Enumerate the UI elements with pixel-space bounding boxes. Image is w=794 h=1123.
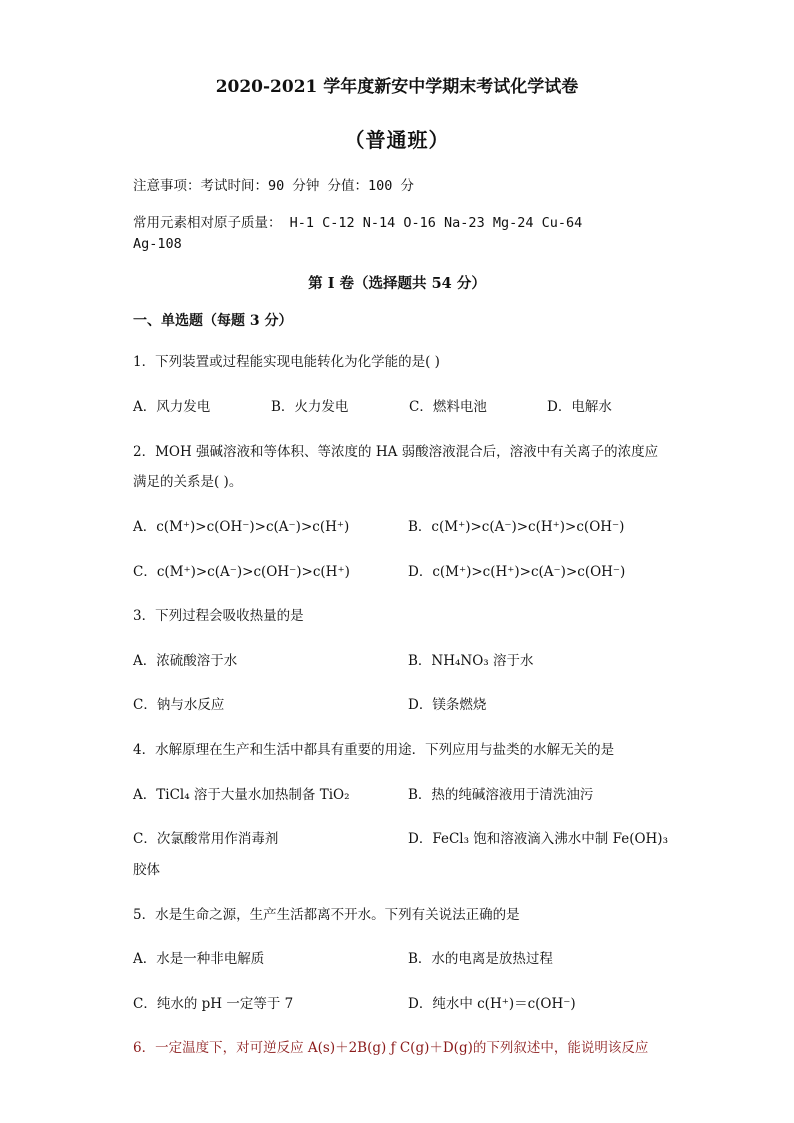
q2-option-c: C．c(M⁺)>c(A⁻)>c(OH⁻)>c(H⁺) [133,564,350,580]
part-heading: 第 I 卷（选择题共 54 分） [308,275,486,292]
q3-option-c: C．钠与水反应 [133,697,225,713]
question-6-stem: 6．一定温度下，对可逆反应 A(s)＋2B(g) ƒ C(g)＋D(g)的下列叙述中，能说明该反应 [133,1040,649,1056]
question-4-stem: 4．水解原理在生产和生活中都具有重要的用途．下列应用与盐类的水解无关的是 [133,742,615,758]
q1-option-b: B．火力发电 [271,399,349,415]
q1-option-c: C．燃料电池 [409,399,487,415]
exam-title: 2020-2021 学年度新安中学期末考试化学试卷 [215,77,579,97]
exam-info: 注意事项：考试时间：90 分钟 分值：100 分 [133,178,415,194]
q4-option-d-continuation: 胶体 [133,862,160,878]
q5-option-c: C．纯水的 pH 一定等于 7 [133,996,294,1012]
q4-option-c: C．次氯酸常用作消毒剂 [133,831,279,847]
q5-option-d: D．纯水中 c(H⁺)＝c(OH⁻) [408,996,576,1012]
q5-option-b: B．水的电离是放热过程 [408,951,553,967]
q4-option-d: D．FeCl₃ 饱和溶液滴入沸水中制 Fe(OH)₃ [408,831,668,847]
q3-option-b: B．NH₄NO₃ 溶于水 [408,653,534,669]
q2-option-b: B．c(M⁺)>c(A⁻)>c(H⁺)>c(OH⁻) [408,519,625,535]
q3-option-a: A．浓硫酸溶于水 [133,653,238,669]
atomic-mass-line-2: Ag-108 [133,236,182,252]
question-5-stem: 5．水是生命之源，生产生活都离不开水。下列有关说法正确的是 [133,907,520,923]
section-heading: 一、单选题（每题 3 分） [133,313,293,329]
question-3-stem: 3．下列过程会吸收热量的是 [133,608,304,624]
q1-option-d: D．电解水 [547,399,612,415]
question-1-stem: 1．下列装置或过程能实现电能转化为化学能的是( ) [133,354,440,370]
exam-subtitle: （普通班） [344,128,450,152]
question-2-stem-line-1: 2．MOH 强碱溶液和等体积、等浓度的 HA 弱酸溶液混合后，溶液中有关离子的浓度应 [133,444,659,460]
q1-option-a: A．风力发电 [133,399,211,415]
question-2-stem-line-2: 满足的关系是( )。 [133,474,243,490]
q4-option-a: A．TiCl₄ 溶于大量水加热制备 TiO₂ [133,787,350,803]
atomic-mass-line-1: 常用元素相对原子质量： H-1 C-12 N-14 O-16 Na-23 Mg-24 Cu-64 [133,215,583,231]
q2-option-a: A．c(M⁺)>c(OH⁻)>c(A⁻)>c(H⁺) [133,519,350,535]
q3-option-d: D．镁条燃烧 [408,697,487,713]
q2-option-d: D．c(M⁺)>c(H⁺)>c(A⁻)>c(OH⁻) [408,564,626,580]
q5-option-a: A．水是一种非电解质 [133,951,265,967]
q4-option-b: B．热的纯碱溶液用于清洗油污 [408,787,594,803]
